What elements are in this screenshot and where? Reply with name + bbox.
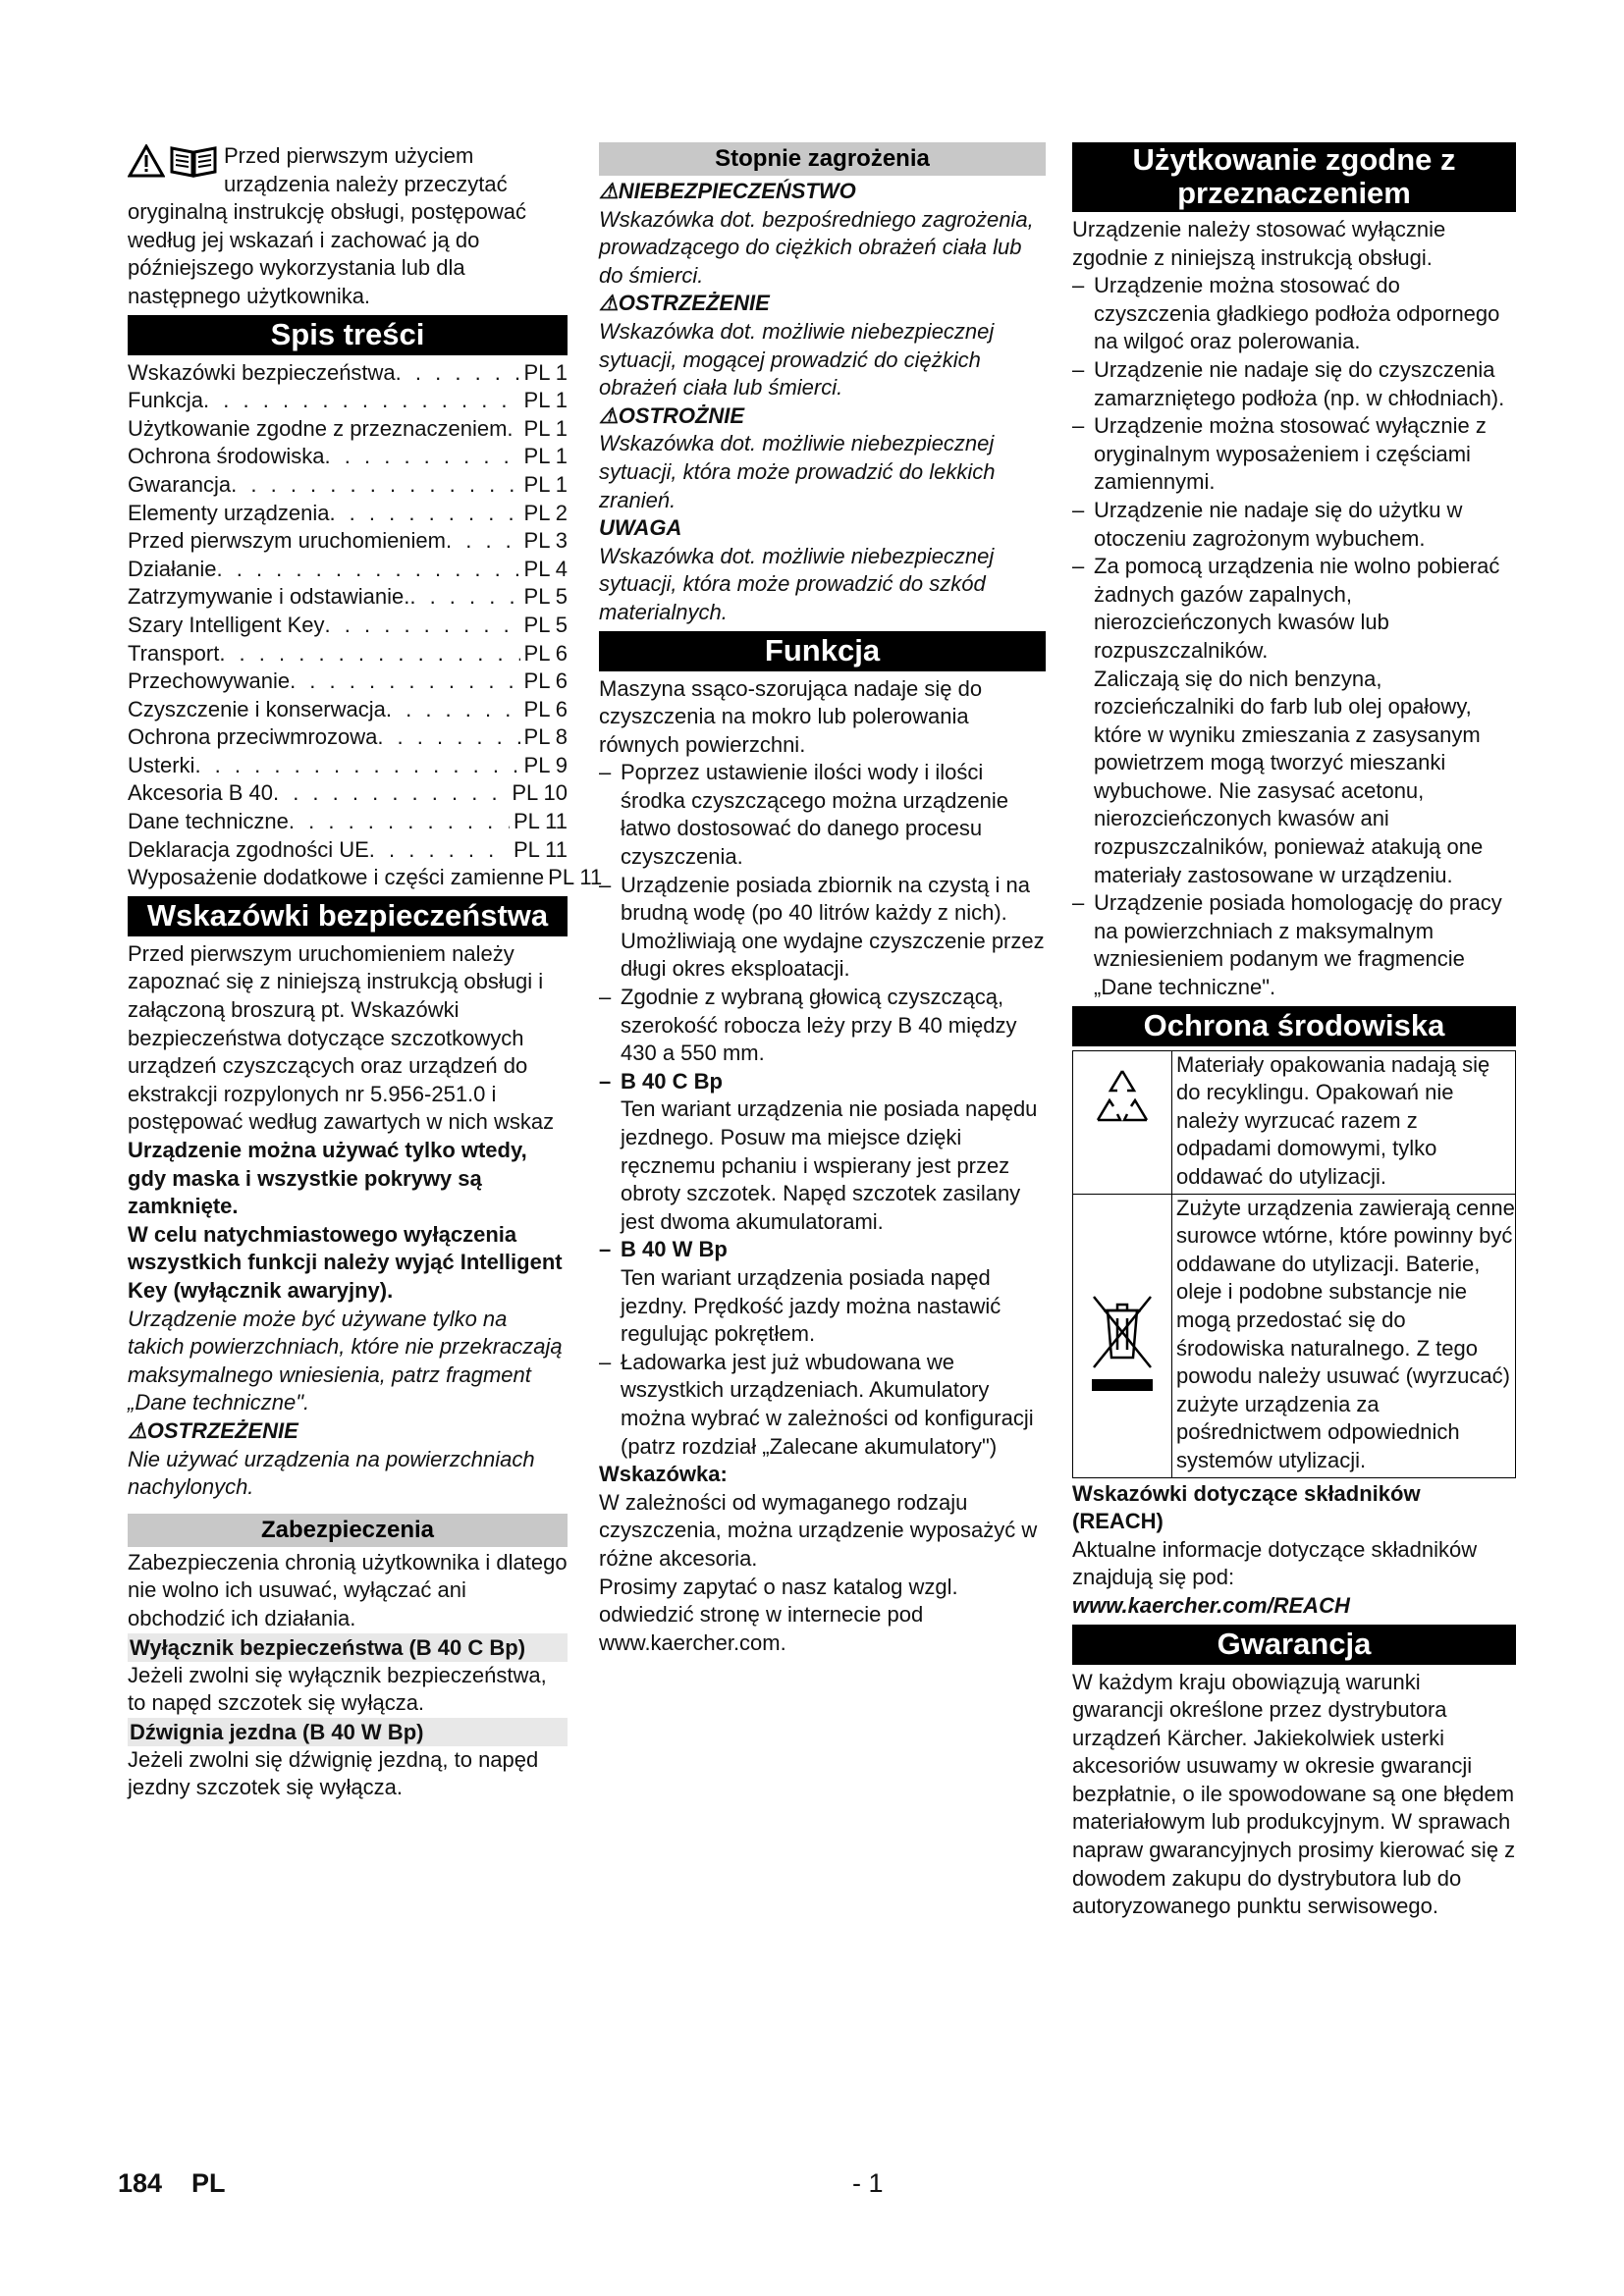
page-number: 184 <box>118 2168 163 2198</box>
toc-entry-title: Transport <box>128 640 220 666</box>
warranty-heading: Gwarancja <box>1072 1625 1516 1665</box>
toc-entry[interactable] <box>128 443 568 471</box>
toc-entry-page: PL 1 <box>523 388 568 413</box>
toc-leader <box>396 359 520 388</box>
toc-entry[interactable] <box>128 556 568 584</box>
manual-book-icon <box>169 144 218 178</box>
toc-entry-page: PL 6 <box>523 668 568 694</box>
danger-label: ⚠NIEBEZPIECZEŃSTWO <box>599 179 856 203</box>
toc-leader <box>409 583 519 612</box>
warning-label: ⚠OSTRZEŻENIE <box>599 291 770 316</box>
toc-leader <box>325 612 520 640</box>
toc-entry-page: PL 1 <box>523 415 568 441</box>
crossed-bin-icon <box>1088 1289 1157 1397</box>
toc-entry-title: Ochrona środowiska <box>128 444 325 469</box>
column-left <box>128 142 603 1802</box>
usage-text: Urządzenie należy stosować wyłącznie zgodnie z niniejszą instrukcją obsługi. <box>1072 217 1446 270</box>
warning-triangle-icon: ⚠ <box>599 179 619 203</box>
language-code: PL <box>191 2168 226 2198</box>
toc-leader <box>203 387 520 415</box>
protection-text: Zabezpieczenia chronią użytkownika i dlatego nie wolno ich usuwać, wyłączać ani obchodzić ich działania. <box>128 1549 568 1630</box>
toc-entry-title: Funkcja <box>128 388 204 413</box>
toc-entry-title: Elementy urządzenia <box>128 500 330 525</box>
usage-heading: Użytkowanie zgodne z przeznaczeniem <box>1072 142 1516 212</box>
list-item: – Zgodnie z wybraną głowicą czyszczącą, szerokość robocza leży przy B 40 między 430 a 550 mm. <box>599 985 1017 1066</box>
warning-triangle-icon: ⚠ <box>599 291 619 316</box>
toc-entry-title: Zatrzymywanie i odstawianie. <box>128 584 410 610</box>
caution-text: Wskazówka dot. możliwie niebezpiecznej sytuacji, która może prowadzić do lekkich zranień. <box>599 431 996 512</box>
drive-lever-text: Jeżeli zwolni się dźwignię jezdną, to napęd jezdny szczotek się wyłącza. <box>128 1746 539 1800</box>
warranty-text: W każdym kraju obowiązują warunki gwarancji określone przez dystrybutora urządzeń Kärcher. Jakiekolwiek usterki akcesoriów usuwamy w okresie gwarancji bezpłatnie, o ile spowodowane są one błędem materiałowym lub produkcyjnym. W sprawach napraw gwarancyjnych prosimy kierować się z dowodem zakupu do dystrybutora lub do autoryzowanego punktu serwisowego. <box>1072 1669 1516 1919</box>
env-devices-row <box>1072 1195 1516 1478</box>
toc-entry-title: Czyszczenie i konserwacja <box>128 696 386 721</box>
warning-text: Wskazówka dot. możliwie niebezpiecznej sytuacji, mogącej prowadzić do ciężkich obrażeń ciała lub śmierci. <box>599 318 995 400</box>
toc-leader <box>217 556 520 584</box>
environment-heading: Ochrona środowiska <box>1072 1006 1516 1046</box>
protection-heading: Zabezpieczenia <box>128 1514 568 1547</box>
toc-entry[interactable] <box>128 667 568 696</box>
list-item: – Urządzenie można stosować wyłącznie z oryginalnym wyposażeniem i częściami zamiennymi. <box>1072 413 1487 495</box>
env-devices-text: Zużyte urządzenia zawierają cenne surowce wtórne, które powinny być oddawane do utylizacji. Baterie, oleje i podobne substancje nie mogą przedostać się do środowiska naturalnego. Z tego powodu należy usuwać (wyrzucać) zużyte urządzenia za pośrednictwem odpowiednich systemów utylizacji. <box>1171 1195 1515 1477</box>
list-item: – Za pomocą urządzenia nie wolno pobierać żadnych gazów zapalnych, nierozcieńczonych kwasów lub rozpuszczalników. <box>1072 554 1500 663</box>
safety-italic: Urządzenie może być używane tylko na takich powierzchniach, które nie przekraczają maksymalnego wniesienia, patrz fragment „Dane techniczne". <box>128 1306 563 1415</box>
safety-switch-heading: Wyłącznik bezpieczeństwa (B 40 C Bp) <box>128 1633 568 1662</box>
toc-entry-title: Akcesoria B 40 <box>128 780 273 806</box>
warning-text: Nie używać urządzenia na powierzchniach nachylonych. <box>128 1446 535 1500</box>
function-text: Maszyna ssąco-szorująca nadaje się do czyszczenia na mokro lub polerowania równych powierzchni. <box>599 675 983 757</box>
toc-entry[interactable] <box>128 500 568 528</box>
toc-entry[interactable] <box>128 808 568 836</box>
caution-label: ⚠OSTROŻNIE <box>599 402 745 428</box>
toc-leader <box>194 752 519 780</box>
hazard-levels-heading: Stopnie zagrożenia <box>599 142 1046 176</box>
safety-text: Przed pierwszym uruchomieniem należy zapoznać się z niniejszą instrukcją obsługi i załączoną broszurą pt. Wskazówki bezpieczeństwa dotyczące szczotkowych urządzeń czyszczących oraz urządzeń do ekstrakcji rozpylonych nr 5.956-251.0 i postępować według zawartych w nich wskaz <box>128 940 555 1135</box>
toc-entry[interactable] <box>128 723 568 752</box>
list-item-extra: Zaliczają się do nich benzyna, rozcieńczalniki do farb lub olej opałowy, które w wyniku zmieszania z zasysanym powietrzem mogą tworzyć mieszanki wybuchowe. Nie zasysać acetonu, nierozcieńczonych kwasów ani rozpuszczalników, ponieważ atakują one materiały zastosowane w urządzeniu. <box>1094 666 1484 887</box>
toc-entry-page: PL 6 <box>523 640 568 666</box>
toc-entry[interactable] <box>128 836 568 865</box>
drive-lever-heading: Dźwignia jezdna (B 40 W Bp) <box>128 1718 568 1746</box>
b40c-label: – B 40 C Bp <box>599 1068 723 1094</box>
toc-entry[interactable] <box>128 779 568 808</box>
toc-leader <box>289 808 510 836</box>
intro-text: Przed pierwszym użyciem urządzenia należy przeczytać oryginalną instrukcję obsługi, postępować według jej wskazań i zachować ją do późniejszego wykorzystania lub dla następnego użytkownika. <box>128 143 527 308</box>
toc-entry-title: Przed pierwszym uruchomieniem <box>128 528 446 554</box>
toc-leader <box>325 443 520 471</box>
toc-leader <box>273 779 508 808</box>
toc-entry[interactable] <box>128 527 568 556</box>
toc-entry-page: PL 1 <box>523 444 568 469</box>
toc-entry[interactable] <box>128 640 568 668</box>
hint-text-1: W zależności od wymaganego rodzaju czyszczenia, można urządzenie wyposażyć w różne akcesoria. <box>599 1489 1038 1571</box>
toc-entry[interactable] <box>128 359 568 388</box>
toc-entry-page: PL 4 <box>523 556 568 581</box>
b40c-text: Ten wariant urządzenia nie posiada napędu jezdnego. Posuw ma miejsce dzięki ręcznemu pchaniu i wspierany jest przez obroty szczotek. Napęd szczotek zasilany jest dwoma akumulatorami. <box>621 1096 1038 1234</box>
notice-text: Wskazówka dot. możliwie niebezpiecznej sytuacji, która może prowadzić do szkód materialnych. <box>599 543 995 624</box>
hint-label: Wskazówka: <box>599 1462 728 1487</box>
toc-leader <box>446 527 520 556</box>
list-item: – Urządzenie posiada homologację do pracy na powierzchniach z maksymalnym wzniesieniem podanym we fragmencie „Dane techniczne". <box>1072 890 1502 1000</box>
toc-entry-title: Deklaracja zgodności UE <box>128 836 369 862</box>
column-right <box>1072 142 1516 1921</box>
toc-leader <box>507 415 519 444</box>
danger-text: Wskazówka dot. bezpośredniego zagrożenia, prowadzącego do ciężkich obrażeń ciała lub do śmierci. <box>599 206 1034 288</box>
b40w-text: Ten wariant urządzenia posiada napęd jezdny. Prędkość jazdy można nastawić regulując pokrętłem. <box>621 1264 1001 1347</box>
toc-leader <box>329 500 519 528</box>
toc-entry-page: PL 1 <box>523 471 568 497</box>
list-item: – Urządzenie nie nadaje się do czyszczenia zamarzniętego podłoża (np. w chłodniach). <box>1072 356 1505 410</box>
warning-triangle-icon: ⚠ <box>128 1417 147 1443</box>
safety-bold-2: W celu natychmiastowego wyłączenia wszystkich funkcji należy wyjąć Intelligent Key (wyłącznik awaryjny). <box>128 1221 563 1303</box>
toc-leader <box>369 836 510 865</box>
toc-entry[interactable] <box>128 612 568 640</box>
warning-triangle-icon <box>128 144 165 178</box>
reach-heading: Wskazówki dotyczące składników (REACH) <box>1072 1480 1421 1534</box>
toc-entry[interactable] <box>128 696 568 724</box>
section-page: - 1 <box>852 2168 884 2198</box>
toc-entry[interactable] <box>128 471 568 500</box>
toc-entry-page: PL 2 <box>523 500 568 525</box>
column-middle <box>599 142 1046 1657</box>
toc-entry-page: PL 10 <box>512 780 568 806</box>
hint-text-2: Prosimy zapytać o nasz katalog wzgl. odwiedzić stronę w internecie pod www.kaercher.com. <box>599 1574 958 1655</box>
toc-entry-page: PL 8 <box>523 724 568 750</box>
list-item: – Ładowarka jest już wbudowana we wszystkich urządzeniach. Akumulatory można wybrać w zależności od konfiguracji (patrz rozdział „Zalecane akumulatory") <box>599 1349 1034 1459</box>
toc-entry-page: PL 11 <box>513 809 568 834</box>
recycle-icon <box>1088 1065 1157 1130</box>
function-heading: Funkcja <box>599 631 1046 671</box>
toc-entry-title: Gwarancja <box>128 471 232 497</box>
toc-leader <box>377 723 519 752</box>
intro-icons <box>128 144 218 178</box>
reach-text: Aktualne informacje dotyczące składników znajdują się pod: <box>1072 1536 1478 1590</box>
safety-switch-text: Jeżeli zwolni się wyłącznik bezpieczeństwa, to napęd szczotek się wyłącza. <box>128 1662 547 1716</box>
intro-block <box>128 142 568 311</box>
toc-entry[interactable] <box>128 752 568 780</box>
b40w-label: – B 40 W Bp <box>599 1237 728 1262</box>
list-item: – Poprzez ustawienie ilości wody i ilości środka czyszczącego można urządzenie łatwo dostosować do danego procesu czyszczenia. <box>599 760 1008 870</box>
toc-entry-page: PL 6 <box>523 696 568 721</box>
toc-entry[interactable] <box>128 864 603 892</box>
toc-entry-title: Wskazówki bezpieczeństwa <box>128 359 396 385</box>
warning-triangle-icon: ⚠ <box>599 402 619 428</box>
env-recycle-text: Materiały opakowania nadają się do recyklingu. Opakowań nie należy wyrzucać razem z odpadami domowymi, tylko oddawać do utylizacji. <box>1171 1051 1515 1194</box>
toc-entry-page: PL 1 <box>523 359 568 385</box>
toc-entry-title: Dane techniczne <box>128 809 289 834</box>
toc-entry[interactable] <box>128 387 568 415</box>
reach-link[interactable]: www.kaercher.com/REACH <box>1072 1592 1350 1618</box>
toc-entry-title: Ochrona przeciwmrozowa <box>128 724 378 750</box>
toc-entry-page: PL 3 <box>523 528 568 554</box>
toc-heading: Spis treści <box>128 315 568 355</box>
toc-entry-title: Przechowywanie <box>128 668 291 694</box>
toc-entry-page: PL 11 <box>513 836 568 862</box>
toc-leader <box>290 667 519 696</box>
table-of-contents <box>128 359 603 892</box>
toc-entry[interactable] <box>128 583 568 612</box>
toc-leader <box>219 640 519 668</box>
toc-entry-page: PL 5 <box>523 612 568 637</box>
toc-leader <box>386 696 520 724</box>
list-item: – Urządzenie można stosować do czyszczenia gładkiego podłoża odpornego na wilgoć oraz polerowania. <box>1072 273 1500 354</box>
list-item: – Urządzenie nie nadaje się do użytku w otoczeniu zagrożonym wybuchem. <box>1072 497 1463 551</box>
env-recycle-row <box>1072 1050 1516 1195</box>
toc-entry-title: Szary Intelligent Key <box>128 612 325 637</box>
toc-entry-title: Użytkowanie zgodne z przeznaczeniem <box>128 415 508 441</box>
notice-label: UWAGA <box>599 515 682 541</box>
toc-entry-page: PL 11 <box>548 865 603 890</box>
list-item: – Urządzenie posiada zbiornik na czystą i na brudną wodę (po 40 litrów każdy z nich). Umożliwiają one wydajne czyszczenie przez długi okres eksploatacji. <box>599 872 1045 982</box>
toc-entry-title: Usterki <box>128 752 195 777</box>
warning-label: ⚠OSTRZEŻENIE <box>128 1417 298 1443</box>
toc-entry-page: PL 5 <box>523 584 568 610</box>
toc-entry[interactable] <box>128 415 568 444</box>
toc-leader <box>231 471 519 500</box>
toc-entry-title: Działanie <box>128 556 217 581</box>
toc-entry-page: PL 9 <box>523 752 568 777</box>
toc-entry-title: Wyposażenie dodatkowe i części zamienne <box>128 865 545 890</box>
safety-heading: Wskazówki bezpieczeństwa <box>128 896 568 936</box>
safety-bold-1: Urządzenie można używać tylko wtedy, gdy maska i wszystkie pokrywy są zamknięte. <box>128 1138 527 1219</box>
